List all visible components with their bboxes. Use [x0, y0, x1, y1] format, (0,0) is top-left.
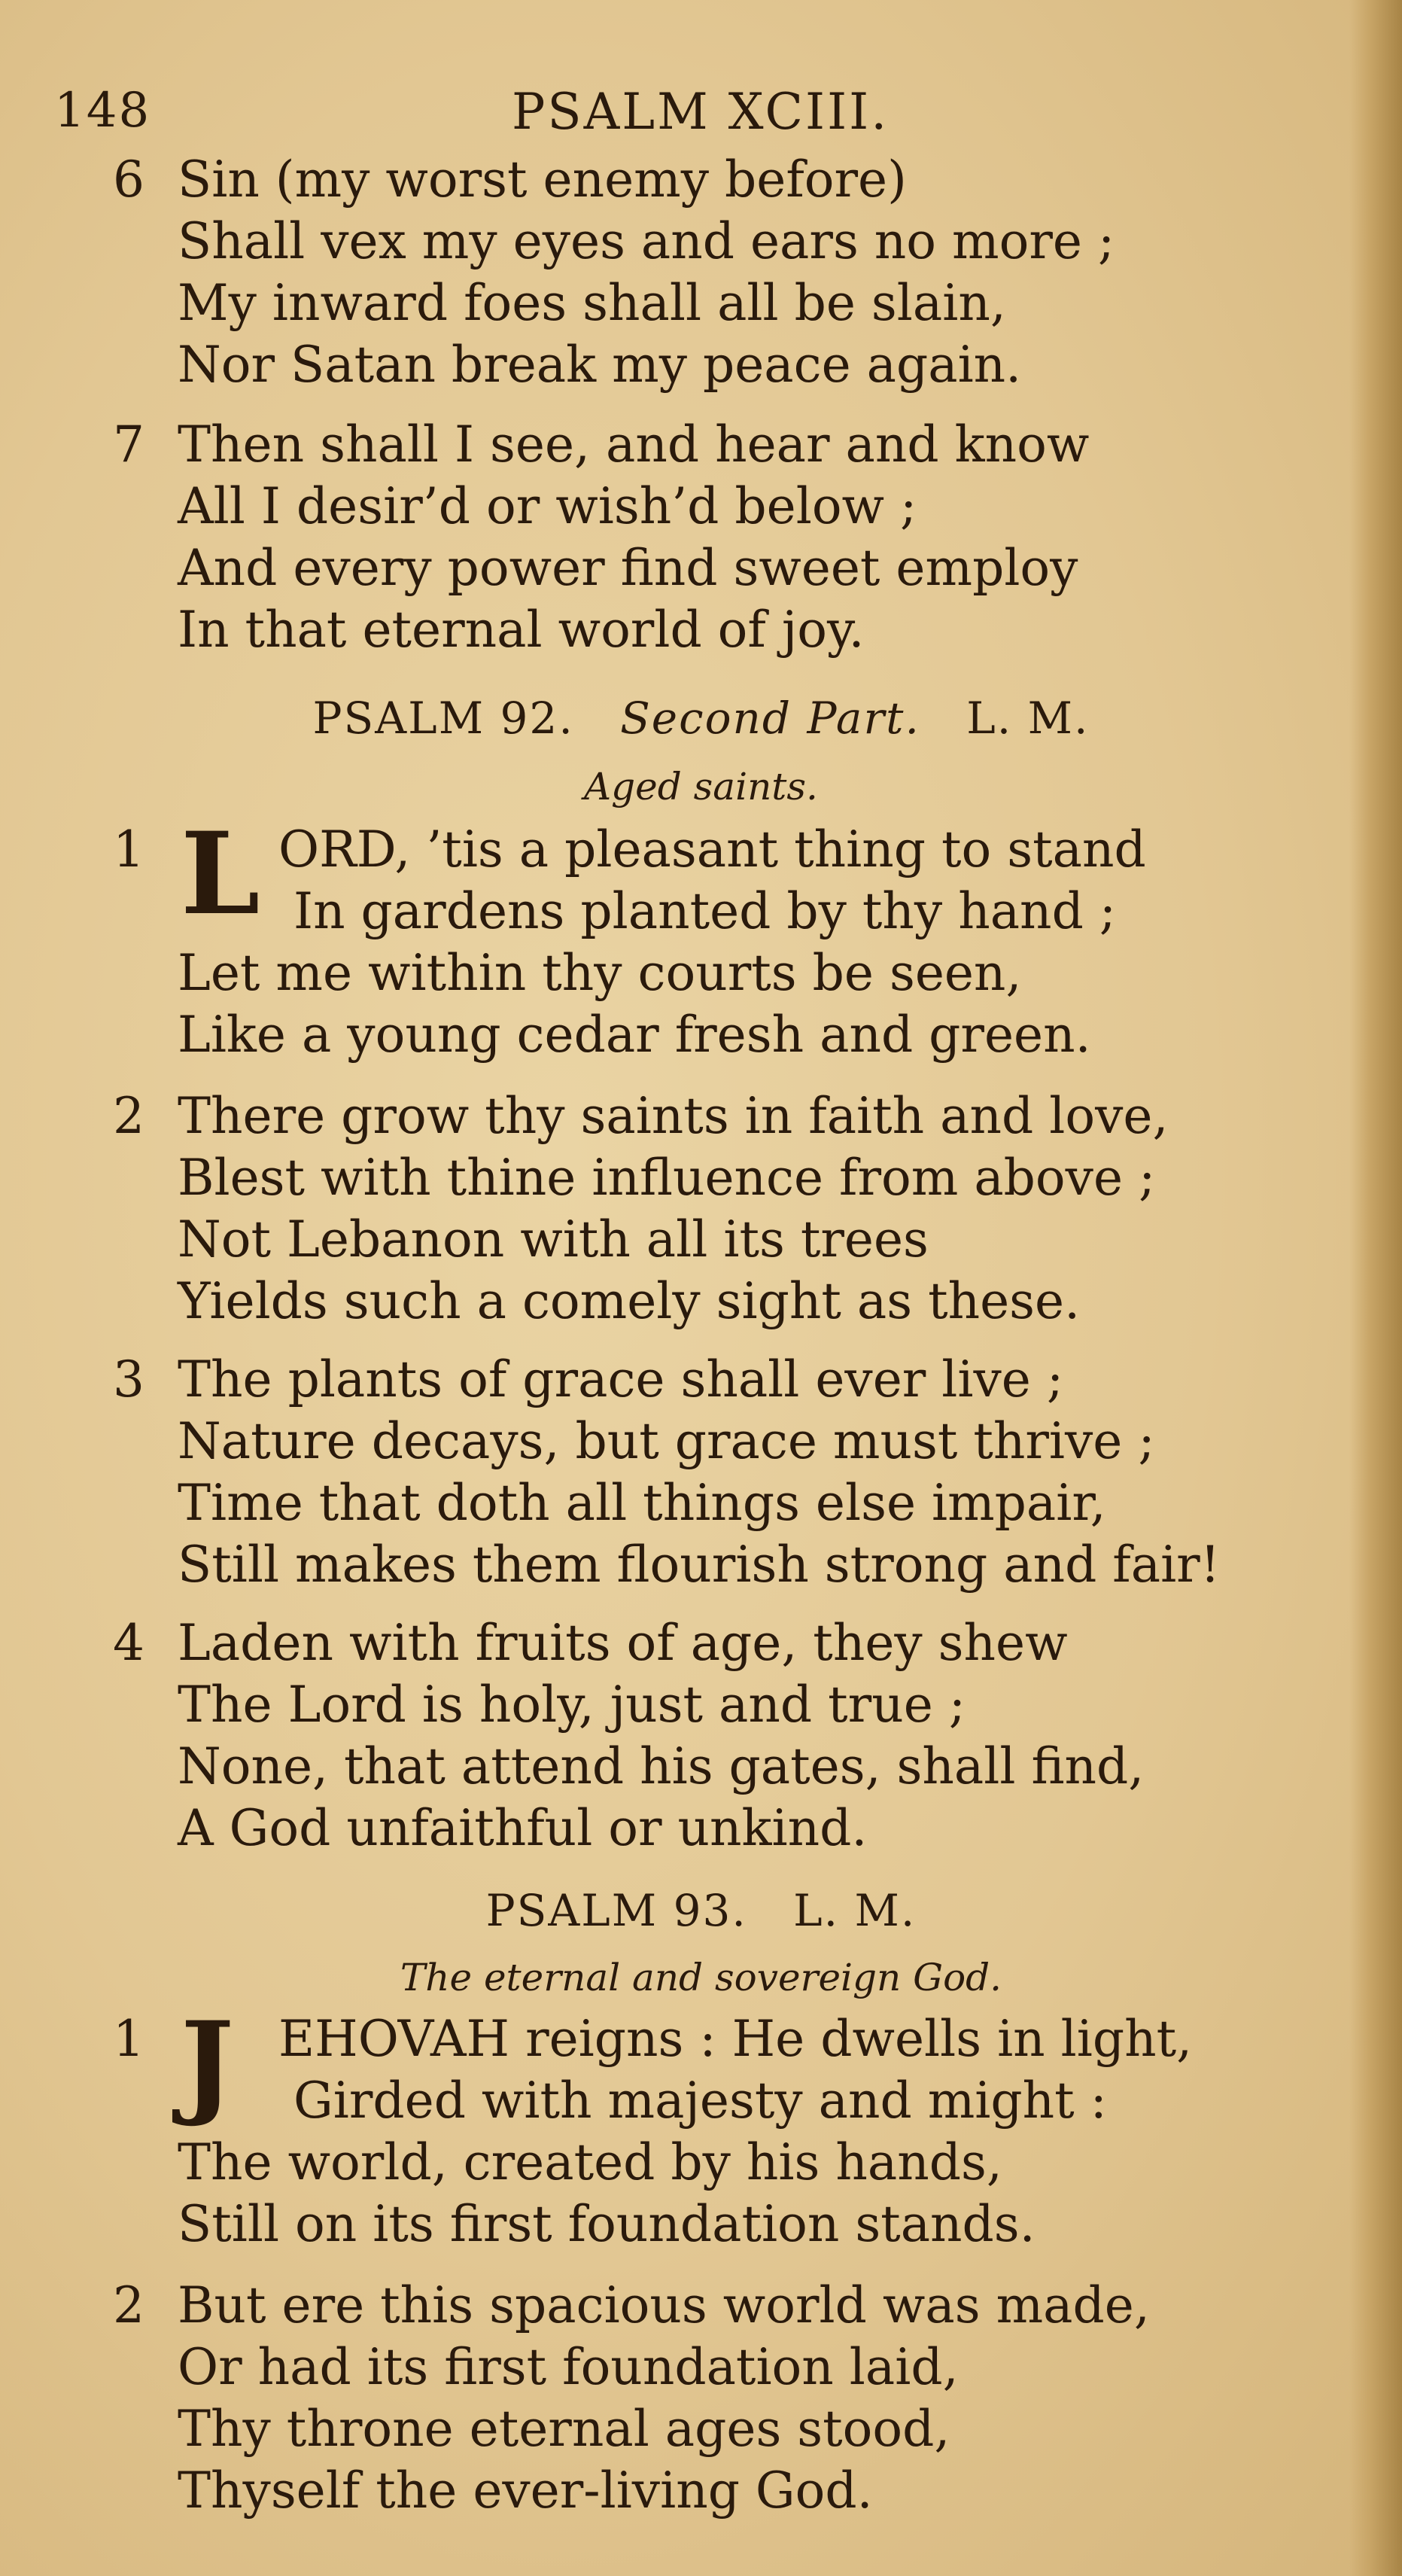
verse-line: The Lord is holy, just and true ;: [178, 1676, 966, 1734]
verse-line: Still makes them flourish strong and fair!: [178, 1536, 1221, 1594]
verse-line: All I desir’d or wish’d below ;: [178, 477, 917, 535]
verse-line: Girded with majesty and might :: [293, 2072, 1107, 2130]
verse-number: 2: [113, 1087, 144, 1145]
verse-line: ORD, ’tis a pleasant thing to stand: [278, 821, 1146, 878]
verse-number: 1: [113, 2010, 144, 2068]
verse-number: 6: [113, 151, 144, 209]
psalm-92-number: PSALM 92.: [312, 693, 574, 744]
verse-line: My inward foes shall all be slain,: [178, 274, 1006, 332]
verse-line: A God unfaithful or unkind.: [178, 1799, 868, 1857]
verse-line: Nor Satan break my peace again.: [178, 336, 1022, 394]
page-header: [0, 83, 1402, 143]
psalm-92-metre: L. M.: [966, 693, 1090, 744]
drop-cap: J: [181, 1997, 234, 2130]
verse-line: Laden with fruits of age, they shew: [178, 1614, 1068, 1672]
verse-line: Blest with thine influence from above ;: [178, 1149, 1156, 1207]
verse-line: Or had its first foundation laid,: [178, 2338, 959, 2396]
verse-line: Let me within thy courts be seen,: [178, 944, 1022, 1002]
verse-line: The plants of grace shall ever live ;: [178, 1350, 1064, 1408]
running-head: PSALM XCIII.: [512, 83, 890, 141]
verse-number: 7: [113, 416, 144, 473]
verse-line: Still on its first foundation stands.: [178, 2195, 1036, 2253]
verse-line: Not Lebanon with all its trees: [178, 1210, 929, 1268]
verse-line: And every power find sweet employ: [178, 539, 1078, 597]
verse-line: Then shall I see, and hear and know: [178, 416, 1090, 473]
verse-line: In gardens planted by thy hand ;: [293, 882, 1117, 940]
verse-line: There grow thy saints in faith and love,: [178, 1087, 1169, 1145]
verse-line: None, that attend his gates, shall find,: [178, 1737, 1145, 1795]
page-edge: [1349, 0, 1402, 2576]
verse-line: Like a young cedar fresh and green.: [178, 1006, 1091, 1064]
verse-number: 1: [113, 821, 144, 878]
verse-line: The world, created by his hands,: [178, 2133, 1002, 2191]
verse-number: 2: [113, 2276, 144, 2334]
verse-line: Thyself the ever-living God.: [178, 2462, 873, 2520]
verse-line: Thy throne eternal ages stood,: [178, 2400, 950, 2458]
verse-line: In that eternal world of joy.: [178, 601, 865, 659]
psalm-93-title: PSALM 93. L. M.: [485, 1885, 917, 1936]
verse-number: 4: [113, 1614, 144, 1672]
drop-cap: L: [181, 808, 260, 940]
psalm-93-subtitle: The eternal and sovereign God.: [400, 1956, 1002, 1999]
verse-line: Time that doth all things else impair,: [178, 1474, 1106, 1532]
verse-line: Nature decays, but grace must thrive ;: [178, 1412, 1155, 1470]
verse-line: Shall vex my eyes and ears no more ;: [178, 212, 1115, 270]
verse-line: Yields such a comely sight as these.: [178, 1272, 1081, 1330]
psalm-92-title: [0, 693, 1402, 744]
verse-line: Sin (my worst enemy before): [178, 151, 907, 209]
psalm-92-subtitle: Aged saints.: [584, 765, 818, 808]
page-number: 148: [54, 83, 151, 139]
verse-line: EHOVAH reigns : He dwells in light,: [278, 2010, 1193, 2068]
verse-number: 3: [113, 1350, 144, 1408]
psalm-92-part: Second Part.: [620, 693, 920, 744]
verse-line: But ere this spacious world was made,: [178, 2276, 1150, 2334]
